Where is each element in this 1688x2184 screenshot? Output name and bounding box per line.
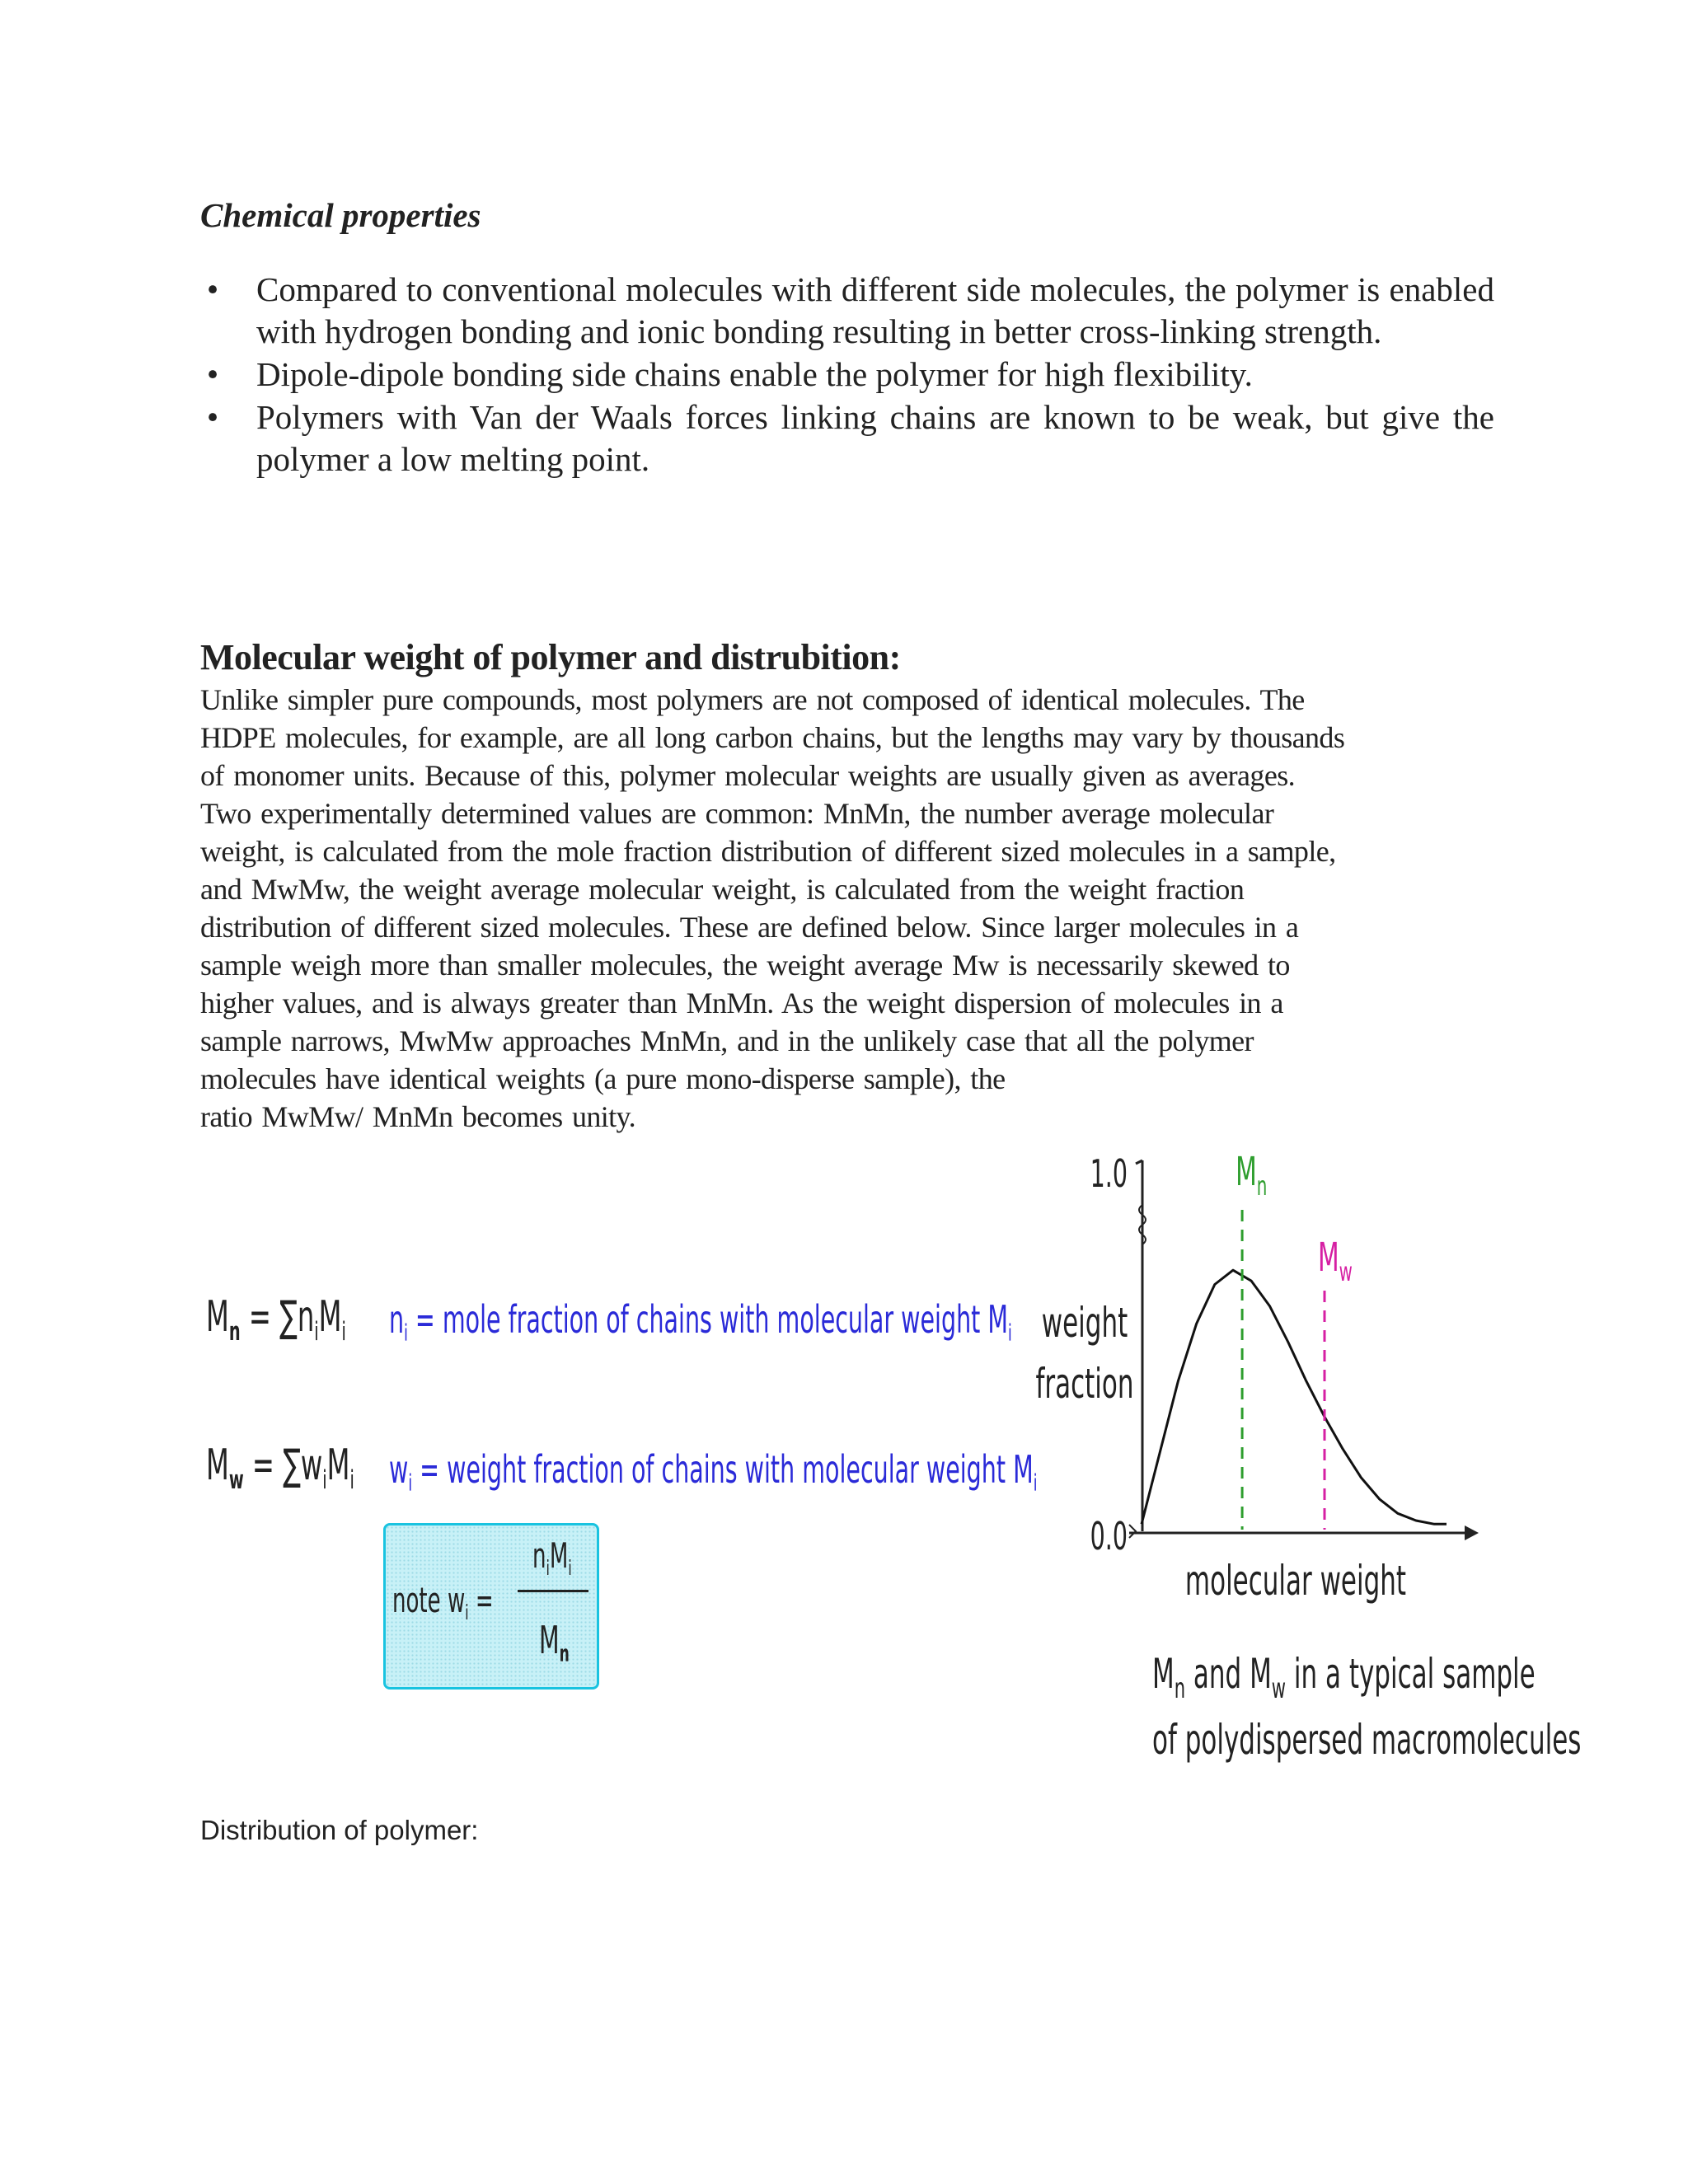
- list-item: [200, 396, 1494, 480]
- note-label: note $w_i$ =: [392, 1580, 494, 1624]
- chemical-properties-list: [200, 269, 1494, 481]
- x-axis-arrow-icon: [1465, 1526, 1479, 1540]
- mw-formula: $M_w = \sum w_iM_i$: [206, 1441, 354, 1495]
- y-axis-label: weight: [1041, 1298, 1128, 1347]
- note-box: [383, 1523, 599, 1690]
- chemical-properties-heading: Chemical properties: [200, 196, 481, 234]
- paragraph-line: HDPE molecules, for example, are all long carbon chains, but the lengths may vary by thousands: [200, 721, 1345, 754]
- distribution-curve: [1142, 1270, 1447, 1524]
- bullet-text: Compared to conventional molecules with different side molecules, the polymer is enabled with hydrogen bonding and ionic bonding resulting in better cross-linking strength.: [256, 270, 1494, 350]
- paragraph-line: distribution of different sized molecules. These are defined below. Since larger molecules in a: [200, 911, 1299, 944]
- bullet-icon: •: [206, 355, 219, 393]
- mw-definition: $w_i$ = weight fraction of chains with molecular weight $M_i$: [389, 1447, 1038, 1497]
- bullet-text: Dipole-dipole bonding side chains enable the polymer for high flexibility.: [256, 355, 1253, 393]
- bullet-icon: •: [206, 270, 219, 308]
- note-denominator: $M_n$: [539, 1618, 570, 1667]
- molecular-weight-paragraph: [200, 681, 1519, 1136]
- y-axis-label: fraction: [1035, 1359, 1134, 1408]
- paragraph-line: higher values, and is always greater than MnMn. As the weight dispersion of molecules in a: [200, 987, 1283, 1019]
- chart-caption: $M_n$ and $M_w$ in a typical sample: [1152, 1649, 1536, 1705]
- fraction-line: [518, 1590, 588, 1592]
- paragraph-line: and MwMw, the weight average molecular weight, is calculated from the weight fraction: [200, 873, 1245, 906]
- chart-caption: of polydispersed macromolecules: [1152, 1715, 1582, 1765]
- axis-break-icon: [1139, 1205, 1146, 1244]
- paragraph-line: ratio MwMw/ MnMn becomes unity.: [200, 1100, 636, 1133]
- paragraph-line: molecules have identical weights (a pure mono-disperse sample), the: [200, 1062, 1006, 1095]
- y-axis-top-tick: [1136, 1160, 1142, 1164]
- distribution-heading: Distribution of polymer:: [200, 1815, 479, 1845]
- mw-marker-label: $M_w$: [1318, 1235, 1353, 1288]
- molecular-weight-heading: Molecular weight of polymer and distrubition:: [200, 637, 901, 677]
- paragraph-line: of monomer units. Because of this, polymer molecular weights are usually given as averages.: [200, 759, 1296, 792]
- paragraph-line: sample narrows, MwMw approaches MnMn, and in the unlikely case that all the polymer: [200, 1024, 1254, 1057]
- paragraph-line: Two experimentally determined values are common: MnMn, the number average molecular: [200, 797, 1274, 830]
- y-tick-label: 0.0: [1090, 1514, 1128, 1560]
- paragraph-line: weight, is calculated from the mole fraction distribution of different sized molecules in a sample,: [200, 835, 1336, 868]
- bullet-icon: •: [206, 398, 219, 436]
- y-tick-label: 1.0: [1090, 1151, 1128, 1197]
- list-item: [200, 269, 1494, 353]
- axis-break-icon: [1129, 1525, 1136, 1538]
- x-axis-label: molecular weight: [1184, 1556, 1407, 1605]
- mn-definition: $n_i$ = mole fraction of chains with molecular weight $M_i$: [389, 1297, 1012, 1347]
- paragraph-line: Unlike simpler pure compounds, most polymers are not composed of identical molecules. The: [200, 683, 1305, 716]
- mn-marker-label: $M_n$: [1236, 1149, 1268, 1202]
- paragraph-line: sample weigh more than smaller molecules, the weight average Mw is necessarily skewed to: [200, 949, 1290, 982]
- note-numerator: $n_iM_i$: [532, 1535, 572, 1580]
- mn-formula: $M_n = \sum n_iM_i$: [206, 1292, 346, 1347]
- list-item: [200, 354, 1494, 396]
- bullet-text: Polymers with Van der Waals forces linking chains are known to be weak, but give the polymer a low melting point.: [256, 398, 1494, 478]
